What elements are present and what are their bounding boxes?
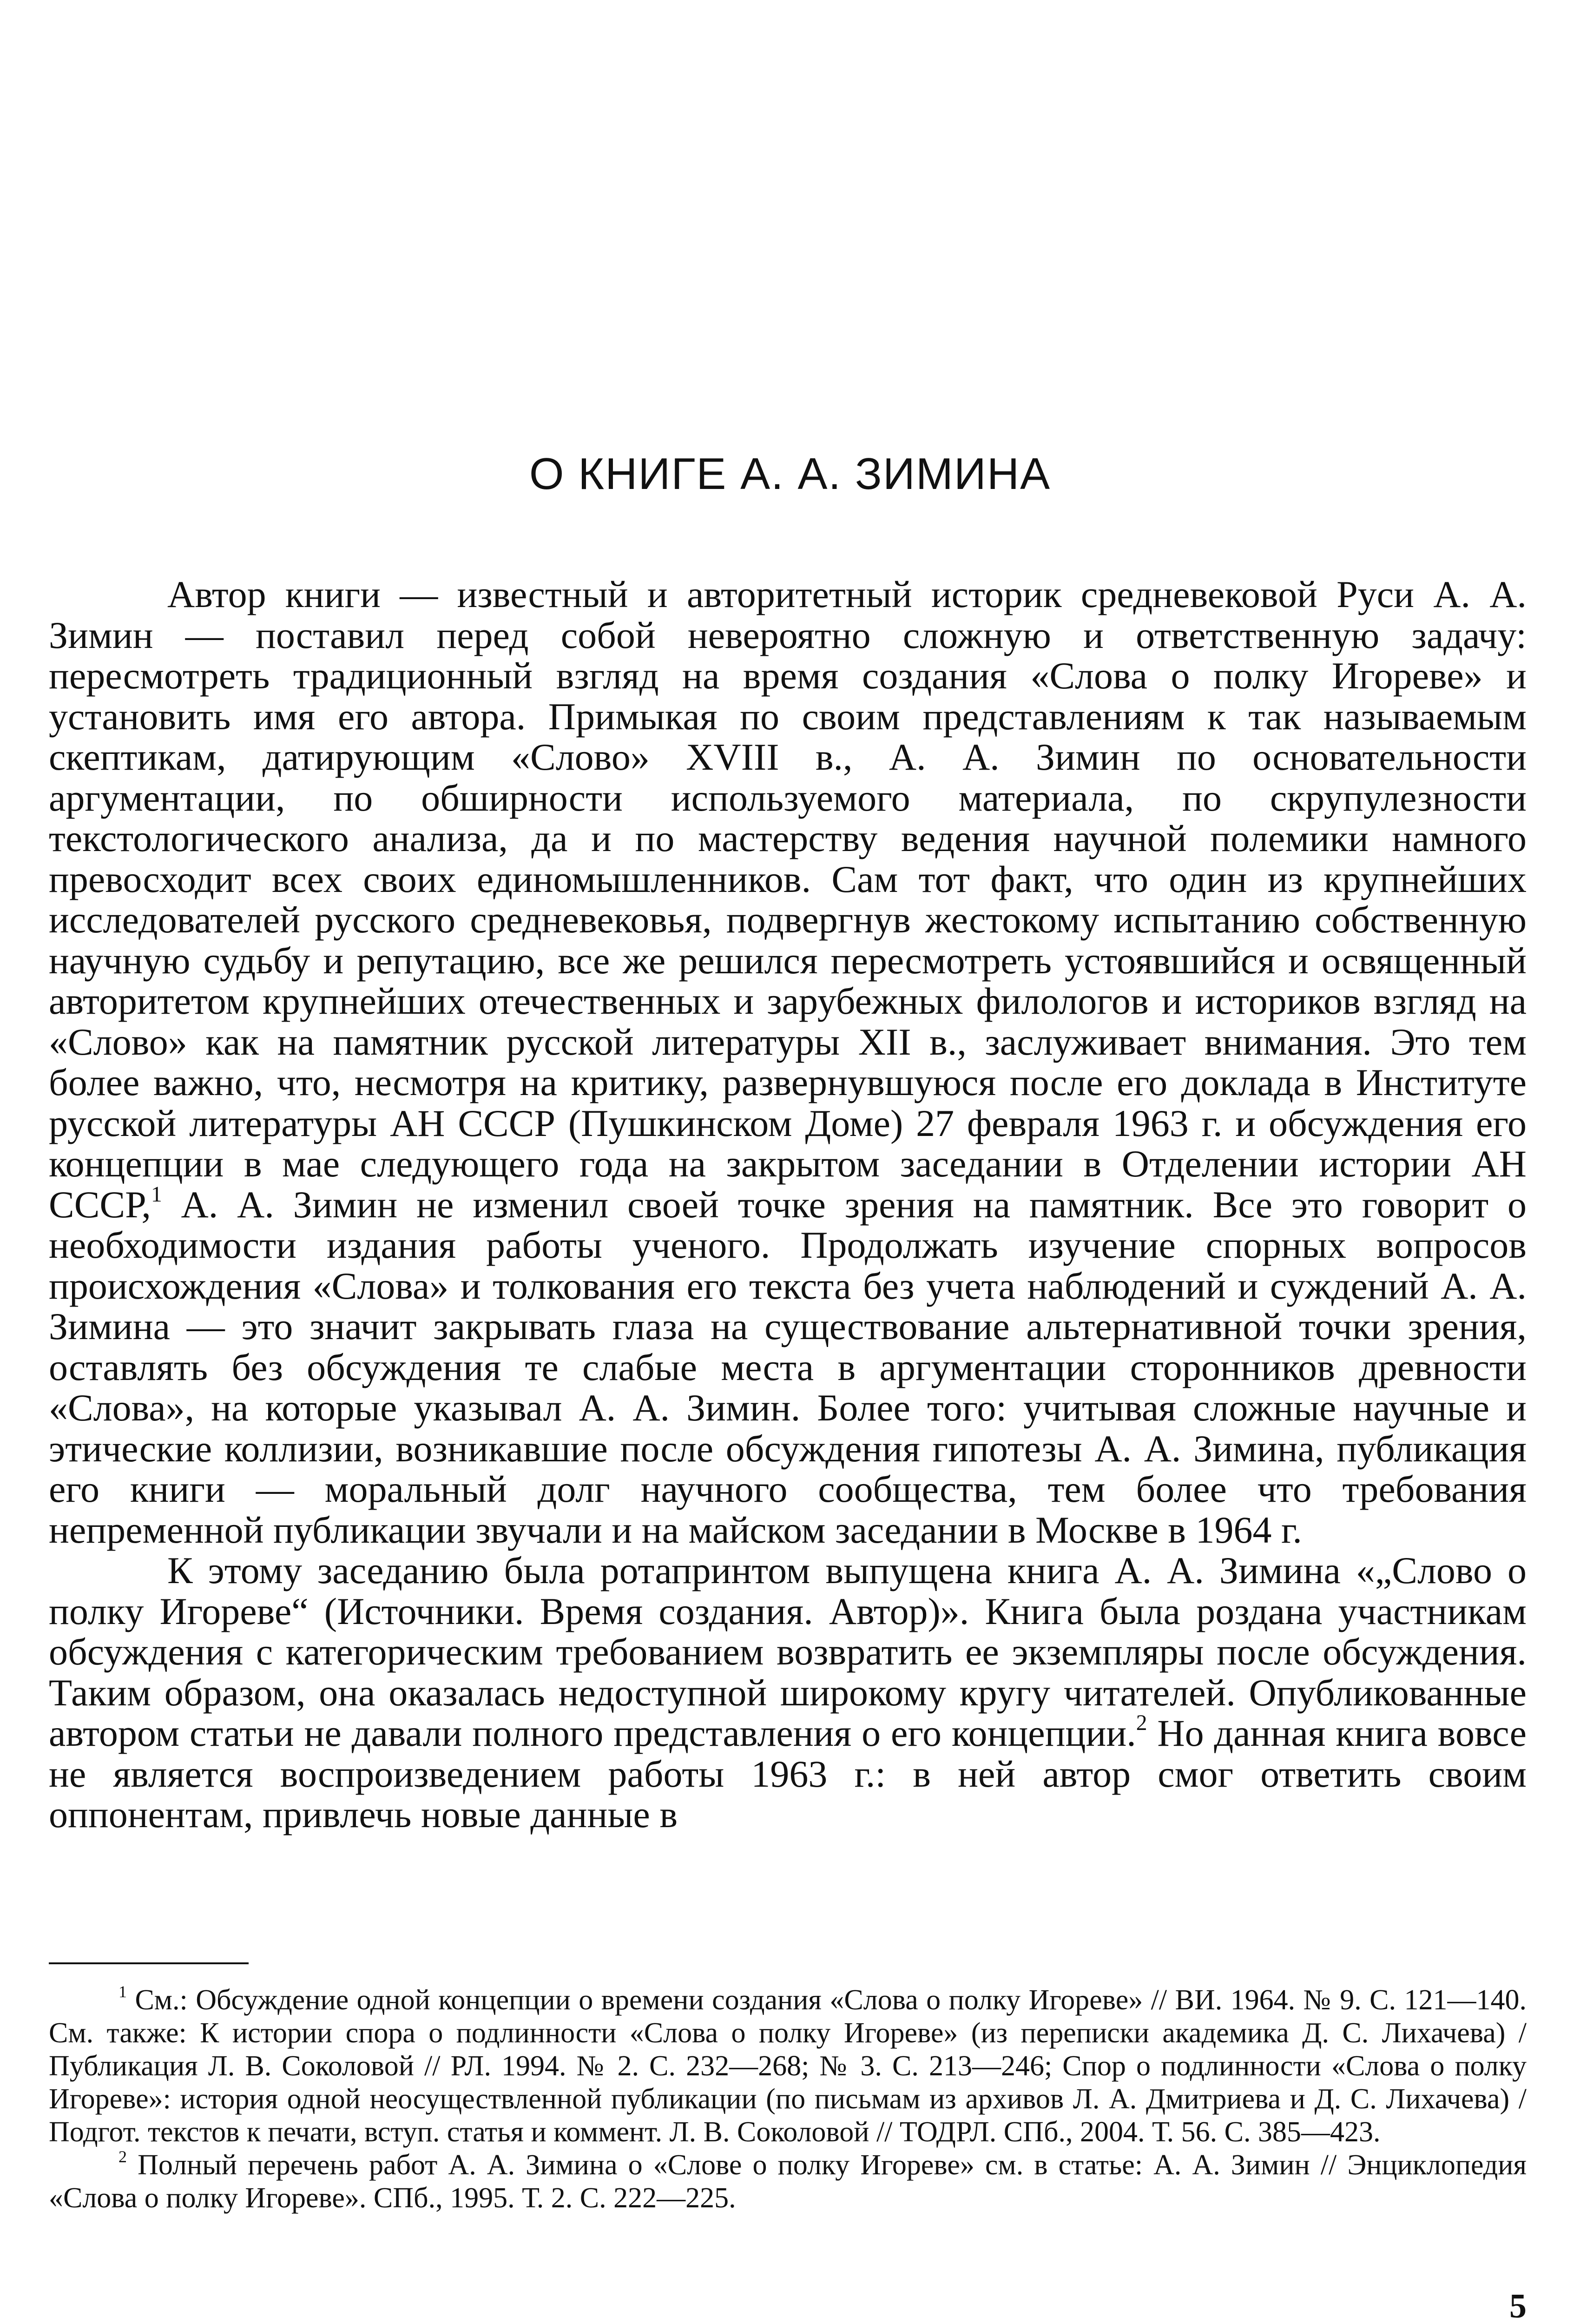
footnote-2-mark: 2 [118, 2147, 127, 2166]
footnote-divider [49, 1962, 249, 1964]
footnote-ref-1: 1 [151, 1182, 162, 1207]
paragraph-2 [49, 1550, 1527, 1835]
page-title: О КНИГЕ А. А. ЗИМИНА [529, 449, 1051, 499]
paragraph-2-text-a: К этому заседанию была ротапринтом выпущена книга А. А. Зимина «„Слово о полку Игореве“ (Источники. Время создания. Автор)». Книга была роздана участникам обсуждения с категорическим требованием возвратить ее экземпляры после обсуждения. Таким образом, она оказалась недоступной широкому кругу читателей. Опубликованные автором статьи не давали полного представления о его концепции. [49, 1549, 1527, 1754]
footnote-1 [49, 1984, 1527, 2149]
footnote-1-text: См.: Обсуждение одной концепции о времени создания «Слова о полку Игореве» // ВИ. 1964. № 9. С. 121—140. См. также: К истории спора о подлинности «Слова о полку Игореве» (из переписки академика Д. С. Лихачева) / Публикация Л. В. Соколовой // РЛ. 1994. № 2. С. 232—268; № 3. С. 213—246; Спор о подлинности «Слова о полку Игореве»: история одной неосуществленной публикации (по письмам из архивов Л. А. Дмитриева и Д. С. Лихачева) / Подгот. текстов к печати, вступ. статья и коммент. Л. В. Соколовой // ТОДРЛ. СПб., 2004. Т. 56. С. 385—423. [49, 1984, 1527, 2148]
page-number: 5 [1509, 2287, 1527, 2324]
paragraph-2-text-b: Но данная книга вовсе не является воспроизведением работы 1963 г.: в ней автор смог ответить своим оппонентам, привлечь новые данные в [49, 1712, 1527, 1835]
footnote-ref-2: 2 [1136, 1710, 1147, 1735]
footnote-1-mark: 1 [118, 1982, 127, 2001]
body-text [49, 574, 1527, 1835]
footnote-2-text: Полный перечень работ А. А. Зимина о «Слове о полку Игореве» см. в статье: А. А. Зимин // Энциклопедия «Слова о полку Игореве». СПб., 1995. Т. 2. С. 222—225. [49, 2149, 1527, 2214]
footnotes [49, 1984, 1527, 2215]
footnote-2 [49, 2149, 1527, 2215]
paragraph-1-text-b: А. А. Зимин не изменил своей точке зрения на памятник. Все это говорит о необходимости издания работы ученого. Продолжать изучение спорных вопросов происхождения «Слова» и толкования его текста без учета наблюдений и суждений А. А. Зимина — это значит закрывать глаза на существование альтернативной точки зрения, оставлять без обсуждения те слабые места в аргументации сторонников древности «Слова», на которые указывал А. А. Зимин. Более того: учитывая сложные научные и этические коллизии, возникавшие после обсуждения гипотезы А. А. Зимина, публикация его книги — моральный долг научного сообщества, тем более что требования непременной публикации звучали и на майском заседании в Москве в 1964 г. [49, 1183, 1527, 1551]
paragraph-1-text-a: Автор книги — известный и авторитетный историк средневековой Руси А. А. Зимин — поставил перед собой невероятно сложную и ответственную задачу: пересмотреть традиционный взгляд на время создания «Слова о полку Игореве» и установить имя его автора. Примыкая по своим представлениям к так называемым скептикам, датирующим «Слово» XVIII в., А. А. Зимин по основательности аргументации, по обширности используемого материала, по скрупулезности текстологического анализа, да и по мастерству ведения научной полемики намного превосходит всех своих единомышленников. Сам тот факт, что один из крупнейших исследователей русского средневековья, подвергнув жестокому испытанию собственную научную судьбу и репутацию, все же решился пересмотреть устоявшийся и освященный авторитетом крупнейших отечественных и зарубежных филологов и историков взгляд на «Слово» как на памятник русской литературы XII в., заслуживает внимания. Это тем более важно, что, несмотря на критику, развернувшуюся после его доклада в Институте русской литературы АН СССР (Пушкинском Доме) 27 февраля 1963 г. и обсуждения его концепции в мае следующего года на закрытом заседании в Отделении истории АН СССР, [49, 573, 1527, 1226]
paragraph-1 [49, 574, 1527, 1550]
